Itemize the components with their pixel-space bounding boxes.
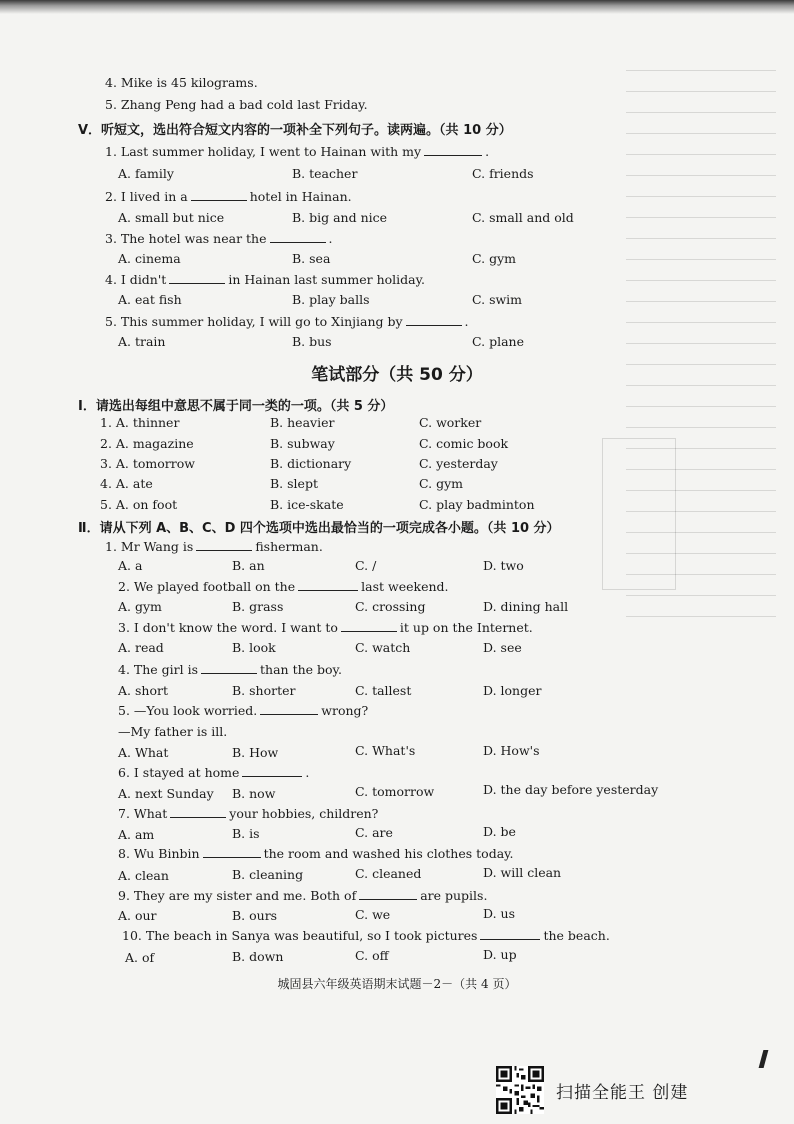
v-q1-option-a[interactable]: A. family <box>118 166 174 181</box>
i-row-4-b[interactable]: B. slept <box>270 476 318 491</box>
ii-q2-option-a[interactable]: A. gym <box>118 599 162 614</box>
ii-q4-option-c[interactable]: C. tallest <box>355 683 412 698</box>
answer-blank[interactable] <box>359 888 417 900</box>
ii-q7-option-c[interactable]: C. are <box>355 825 393 840</box>
v-q4-option-c[interactable]: C. swim <box>472 292 523 307</box>
i-row-1-b[interactable]: B. heavier <box>270 415 335 430</box>
ii-question-8: 8. Wu Binbin the room and washed his clothes today. <box>118 846 514 861</box>
ii-q10-option-c[interactable]: C. off <box>355 948 389 963</box>
answer-blank[interactable] <box>341 620 397 632</box>
v-q5-option-a[interactable]: A. train <box>118 334 166 349</box>
scan-edge-mark <box>759 1050 769 1068</box>
ii-q9-option-d[interactable]: D. us <box>483 906 515 921</box>
answer-blank[interactable] <box>170 806 226 818</box>
answer-blank[interactable] <box>169 272 225 284</box>
ii-q4-option-a[interactable]: A. short <box>118 683 168 698</box>
v-q3-option-a[interactable]: A. cinema <box>118 251 181 266</box>
ii-q7-option-a[interactable]: A. am <box>118 827 155 842</box>
ii-question-7: 7. What your hobbies, children? <box>118 806 379 821</box>
ii-q3-option-a[interactable]: A. read <box>118 640 164 655</box>
ii-q10-option-b[interactable]: B. down <box>232 949 284 964</box>
ii-q4-option-b[interactable]: B. shorter <box>232 683 296 698</box>
ii-q1-option-a[interactable]: A. a <box>118 558 143 573</box>
ii-q1-option-d[interactable]: D. two <box>483 558 524 573</box>
page-footer: 城固县六年级英语期末试题－2－（共 4 页） <box>277 977 517 991</box>
bleed-through-box <box>602 438 676 590</box>
ii-q5-option-c[interactable]: C. What's <box>355 743 416 758</box>
answer-blank[interactable] <box>196 539 252 551</box>
ii-q6-option-b[interactable]: B. now <box>232 786 276 801</box>
v-q2-option-a[interactable]: A. small but nice <box>118 210 225 225</box>
i-row-5-b[interactable]: B. ice-skate <box>270 497 344 512</box>
section-i-heading: Ⅰ．请选出每组中意思不属于同一类的一项。（共 5 分） <box>78 399 394 414</box>
answer-blank[interactable] <box>191 189 247 201</box>
v-q3-option-b[interactable]: B. sea <box>292 251 331 266</box>
ii-q2-option-d[interactable]: D. dining hall <box>483 599 569 614</box>
ii-q9-option-a[interactable]: A. our <box>118 908 157 923</box>
ii-q2-option-c[interactable]: C. crossing <box>355 599 426 614</box>
ii-q2-option-b[interactable]: B. grass <box>232 599 284 614</box>
v-question-4: 4. I didn't in Hainan last summer holiday. <box>105 272 426 287</box>
written-part-title: 笔试部分（共 50 分） <box>311 365 483 385</box>
v-q1-option-b[interactable]: B. teacher <box>292 166 358 181</box>
i-row-4-a[interactable]: 4. A. ate <box>100 476 153 491</box>
ii-q8-option-a[interactable]: A. clean <box>118 868 169 883</box>
ii-q9-option-b[interactable]: B. ours <box>232 908 278 923</box>
ii-question-2: 2. We played football on the last weekend. <box>118 579 449 594</box>
ii-q6-option-d[interactable]: D. the day before yesterday <box>483 782 659 797</box>
ii-question-9: 9. They are my sister and me. Both of are pupils. <box>118 888 488 903</box>
ii-question-6: 6. I stayed at home . <box>118 765 310 780</box>
v-q4-option-a[interactable]: A. eat fish <box>118 292 182 307</box>
i-row-2-c[interactable]: C. comic book <box>419 436 509 451</box>
v-question-3: 3. The hotel was near the . <box>105 231 333 246</box>
v-q3-option-c[interactable]: C. gym <box>472 251 516 266</box>
ii-q9-option-c[interactable]: C. we <box>355 907 391 922</box>
i-row-1-a[interactable]: 1. A. thinner <box>100 415 180 430</box>
v-question-1: 1. Last summer holiday, I went to Hainan with my . <box>105 144 490 159</box>
ii-q7-option-b[interactable]: B. is <box>232 826 260 841</box>
ii-q1-option-c[interactable]: C. / <box>355 558 377 573</box>
i-row-3-a[interactable]: 3. A. tomorrow <box>100 456 195 471</box>
v-q2-option-c[interactable]: C. small and old <box>472 210 574 225</box>
i-row-4-c[interactable]: C. gym <box>419 476 463 491</box>
i-row-3-b[interactable]: B. dictionary <box>270 456 352 471</box>
section-v-heading: V．听短文，选出符合短文内容的一项补全下列句子。读两遍。（共 10 分） <box>78 123 512 138</box>
v-question-5: 5. This summer holiday, I will go to Xinjiang by . <box>105 314 469 329</box>
ii-q8-option-c[interactable]: C. cleaned <box>355 866 422 881</box>
answer-blank[interactable] <box>242 765 302 777</box>
answer-blank[interactable] <box>270 231 326 243</box>
answer-blank[interactable] <box>480 928 540 940</box>
v-question-2: 2. I lived in a hotel in Hainan. <box>105 189 352 204</box>
i-row-5-a[interactable]: 5. A. on foot <box>100 497 178 512</box>
ii-q4-option-d[interactable]: D. longer <box>483 683 542 698</box>
answer-blank[interactable] <box>201 662 257 674</box>
ii-q8-option-d[interactable]: D. will clean <box>483 865 562 880</box>
answer-blank[interactable] <box>260 703 318 715</box>
ii-q7-option-d[interactable]: D. be <box>483 824 516 839</box>
v-q1-option-c[interactable]: C. friends <box>472 166 534 181</box>
v-q5-option-c[interactable]: C. plane <box>472 334 524 349</box>
answer-blank[interactable] <box>424 144 482 156</box>
answer-blank[interactable] <box>406 314 462 326</box>
top-item-4: 4. Mike is 45 kilograms. <box>105 75 258 90</box>
ii-q10-option-d[interactable]: D. up <box>483 947 517 962</box>
page-edge <box>0 0 794 14</box>
ii-q3-option-b[interactable]: B. look <box>232 640 276 655</box>
ii-q8-option-b[interactable]: B. cleaning <box>232 867 304 882</box>
scanner-brand-label: 扫描全能王 创建 <box>556 1083 689 1103</box>
ii-q5-reply: —My father is ill. <box>118 724 228 739</box>
ii-question-5: 5. —You look worried. wrong? <box>118 703 369 718</box>
v-q5-option-b[interactable]: B. bus <box>292 334 332 349</box>
ii-q6-option-c[interactable]: C. tomorrow <box>355 784 435 799</box>
i-row-2-b[interactable]: B. subway <box>270 436 335 451</box>
ii-question-4: 4. The girl is than the boy. <box>118 662 342 677</box>
i-row-5-c[interactable]: C. play badminton <box>419 497 535 512</box>
ii-q6-option-a[interactable]: A. next Sunday <box>118 786 214 801</box>
ii-question-10: 10. The beach in Sanya was beautiful, so I took pictures the beach. <box>122 928 610 943</box>
v-q4-option-b[interactable]: B. play balls <box>292 292 370 307</box>
i-row-1-c[interactable]: C. worker <box>419 415 482 430</box>
ii-q5-option-b[interactable]: B. How <box>232 745 279 760</box>
answer-blank[interactable] <box>298 579 358 591</box>
qr-code-icon <box>496 1066 544 1114</box>
ii-question-1: 1. Mr Wang is fisherman. <box>105 539 323 554</box>
i-row-3-c[interactable]: C. yesterday <box>419 456 498 471</box>
v-q2-option-b[interactable]: B. big and nice <box>292 210 388 225</box>
ii-q5-option-d[interactable]: D. How's <box>483 743 540 758</box>
ii-question-3: 3. I don't know the word. I want to it up on the Internet. <box>118 620 533 635</box>
answer-blank[interactable] <box>203 846 261 858</box>
ii-q3-option-c[interactable]: C. watch <box>355 640 411 655</box>
i-row-2-a[interactable]: 2. A. magazine <box>100 436 194 451</box>
ii-q3-option-d[interactable]: D. see <box>483 640 522 655</box>
section-ii-heading: Ⅱ．请从下列 A、B、C、D 四个选项中选出最恰当的一项完成各小题。（共 10 分） <box>78 521 560 536</box>
ii-q5-option-a[interactable]: A. What <box>118 745 169 760</box>
ii-q1-option-b[interactable]: B. an <box>232 558 265 573</box>
top-item-5: 5. Zhang Peng had a bad cold last Friday. <box>105 97 368 112</box>
ii-q10-option-a[interactable]: A. of <box>125 950 155 965</box>
